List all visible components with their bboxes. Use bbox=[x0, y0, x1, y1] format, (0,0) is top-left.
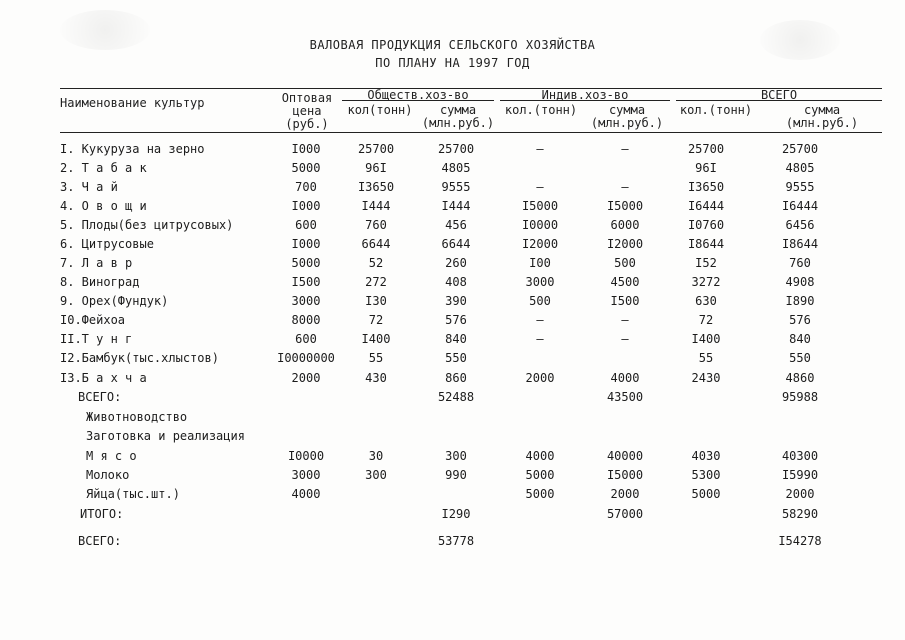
row-name: ВСЕГО: bbox=[78, 534, 122, 548]
cell-price: I0000 bbox=[287, 449, 325, 463]
cell-price: I0000000 bbox=[277, 351, 335, 365]
cell-s3: 760 bbox=[789, 256, 811, 270]
cell-q3: 2430 bbox=[691, 371, 721, 385]
cell-s2: 6000 bbox=[610, 218, 640, 232]
cell-s1: 53778 bbox=[437, 534, 475, 548]
cell-s1: 860 bbox=[445, 371, 467, 385]
cell-price: 700 bbox=[295, 180, 317, 194]
cell-price: I000 bbox=[291, 237, 321, 251]
cell-price: 600 bbox=[295, 218, 317, 232]
cell-s3: 58290 bbox=[781, 507, 819, 521]
header-group2: Индив.хоз-во bbox=[541, 88, 629, 102]
row-name: М я с о bbox=[86, 449, 137, 463]
header-qty2: кол.(тонн) bbox=[504, 103, 578, 117]
row-name: I2.Бамбук(тыс.хлыстов) bbox=[60, 351, 219, 365]
cell-price: I000 bbox=[291, 199, 321, 213]
cell-s2: I500 bbox=[610, 294, 640, 308]
cell-q2: I00 bbox=[529, 256, 551, 270]
cell-q3: 25700 bbox=[687, 142, 725, 156]
row-name: 3. Ч а й bbox=[60, 180, 118, 194]
cell-price: 5000 bbox=[291, 256, 321, 270]
cell-s3: 4805 bbox=[785, 161, 815, 175]
cell-q2: I5000 bbox=[521, 199, 559, 213]
cell-s3: 2000 bbox=[785, 487, 815, 501]
cell-q1: 55 bbox=[368, 351, 384, 365]
row-name: ИТОГО: bbox=[80, 507, 124, 521]
cell-q1: 96I bbox=[365, 161, 387, 175]
cell-q1: I444 bbox=[361, 199, 391, 213]
cell-q2: – bbox=[536, 332, 544, 346]
cell-s3: 25700 bbox=[781, 142, 819, 156]
cell-q2: I2000 bbox=[521, 237, 559, 251]
cell-q3: I0760 bbox=[687, 218, 725, 232]
cell-s3: 840 bbox=[789, 332, 811, 346]
cell-s1: 9555 bbox=[441, 180, 471, 194]
cell-s3: 576 bbox=[789, 313, 811, 327]
cell-s1: 260 bbox=[445, 256, 467, 270]
header-sum2-line2: (млн.руб.) bbox=[590, 116, 664, 130]
header-price-line2: цена bbox=[292, 104, 322, 118]
cell-q3: 3272 bbox=[691, 275, 721, 289]
cell-s1: I444 bbox=[441, 199, 471, 213]
cell-q1: 272 bbox=[365, 275, 387, 289]
cell-s2: – bbox=[621, 142, 629, 156]
row-name: Заготовка и реализация bbox=[86, 429, 245, 443]
cell-s3: I6444 bbox=[781, 199, 819, 213]
row-name: 4. О в о щ и bbox=[60, 199, 147, 213]
cell-price: 600 bbox=[295, 332, 317, 346]
cell-price: I500 bbox=[291, 275, 321, 289]
cell-s1: 550 bbox=[445, 351, 467, 365]
cell-s2: 40000 bbox=[606, 449, 644, 463]
cell-price: 4000 bbox=[291, 487, 321, 501]
header-sum1-line1: сумма bbox=[439, 103, 477, 117]
cell-q1: 6644 bbox=[361, 237, 391, 251]
cell-q1: 430 bbox=[365, 371, 387, 385]
cell-s3: I8644 bbox=[781, 237, 819, 251]
row-name: 7. Л а в р bbox=[60, 256, 133, 270]
row-name: I0.Фейхоа bbox=[60, 313, 126, 327]
cell-q1: I3650 bbox=[357, 180, 395, 194]
row-name: I3.Б а х ч а bbox=[60, 371, 147, 385]
cell-price: I000 bbox=[291, 142, 321, 156]
cell-s1: 390 bbox=[445, 294, 467, 308]
header-sum3-line1: сумма bbox=[803, 103, 841, 117]
cell-q2: – bbox=[536, 180, 544, 194]
cell-q3: I400 bbox=[691, 332, 721, 346]
cell-q3: 55 bbox=[698, 351, 714, 365]
cell-s1: 25700 bbox=[437, 142, 475, 156]
cell-q3: 5000 bbox=[691, 487, 721, 501]
header-group1: Обществ.хоз-во bbox=[367, 88, 469, 102]
cell-q3: 96I bbox=[695, 161, 717, 175]
header-qty1: кол(тонн) bbox=[347, 103, 413, 117]
header-sum2-line1: сумма bbox=[608, 103, 646, 117]
cell-q2: 3000 bbox=[525, 275, 555, 289]
cell-s1: 840 bbox=[445, 332, 467, 346]
row-name: 2. Т а б а к bbox=[60, 161, 147, 175]
cell-q2: 5000 bbox=[525, 487, 555, 501]
cell-price: 3000 bbox=[291, 294, 321, 308]
cell-s1: 300 bbox=[445, 449, 467, 463]
document-subtitle: ПО ПЛАНУ НА 1997 ГОД bbox=[375, 56, 530, 70]
cell-q2: 4000 bbox=[525, 449, 555, 463]
cell-q1: 300 bbox=[365, 468, 387, 482]
cell-s2: 4500 bbox=[610, 275, 640, 289]
cell-q3: I6444 bbox=[687, 199, 725, 213]
cell-s3: 40300 bbox=[781, 449, 819, 463]
cell-s2: 500 bbox=[614, 256, 636, 270]
header-sum1-line2: (млн.руб.) bbox=[421, 116, 495, 130]
cell-s2: I2000 bbox=[606, 237, 644, 251]
cell-q2: 5000 bbox=[525, 468, 555, 482]
header-name: Наименование культур bbox=[60, 96, 205, 110]
cell-s3: 6456 bbox=[785, 218, 815, 232]
cell-q2: 2000 bbox=[525, 371, 555, 385]
cell-q2: – bbox=[536, 142, 544, 156]
cell-s3: 4908 bbox=[785, 275, 815, 289]
cell-s3: I890 bbox=[785, 294, 815, 308]
cell-s2: 2000 bbox=[610, 487, 640, 501]
cell-s2: – bbox=[621, 180, 629, 194]
document-title: ВАЛОВАЯ ПРОДУКЦИЯ СЕЛЬСКОГО ХОЗЯЙСТВА bbox=[309, 38, 596, 52]
cell-s2: I5000 bbox=[606, 199, 644, 213]
cell-q1: 25700 bbox=[357, 142, 395, 156]
cell-q2: – bbox=[536, 313, 544, 327]
cell-s2: – bbox=[621, 332, 629, 346]
row-name: ВСЕГО: bbox=[78, 390, 122, 404]
row-name: I. Кукуруза на зерно bbox=[60, 142, 205, 156]
row-name: 8. Виноград bbox=[60, 275, 140, 289]
header-qty3: кол.(тонн) bbox=[679, 103, 753, 117]
cell-q3: I8644 bbox=[687, 237, 725, 251]
cell-s2: – bbox=[621, 313, 629, 327]
cell-s1: 408 bbox=[445, 275, 467, 289]
cell-s3: 95988 bbox=[781, 390, 819, 404]
cell-s3: 9555 bbox=[785, 180, 815, 194]
cell-s3: I5990 bbox=[781, 468, 819, 482]
cell-price: 3000 bbox=[291, 468, 321, 482]
header-price-line1: Оптовая bbox=[281, 91, 333, 105]
header-sum3-line2: (млн.руб.) bbox=[785, 116, 859, 130]
row-name: Яйца(тыс.шт.) bbox=[86, 487, 180, 501]
cell-s2: I5000 bbox=[606, 468, 644, 482]
cell-q1: 760 bbox=[365, 218, 387, 232]
cell-s1: 990 bbox=[445, 468, 467, 482]
cell-s3: 4860 bbox=[785, 371, 815, 385]
cell-s2: 57000 bbox=[606, 507, 644, 521]
cell-q3: I3650 bbox=[687, 180, 725, 194]
row-name: 6. Цитрусовые bbox=[60, 237, 154, 251]
row-name: Молоко bbox=[86, 468, 130, 482]
cell-price: 2000 bbox=[291, 371, 321, 385]
cell-s3: 550 bbox=[789, 351, 811, 365]
cell-price: 5000 bbox=[291, 161, 321, 175]
cell-q1: I30 bbox=[365, 294, 387, 308]
cell-q1: 52 bbox=[368, 256, 384, 270]
row-name: II.Т у н г bbox=[60, 332, 133, 346]
header-price-line3: (руб.) bbox=[285, 117, 329, 131]
row-name: 9. Орех(Фундук) bbox=[60, 294, 169, 308]
row-name: Животноводство bbox=[86, 410, 188, 424]
cell-s1: I290 bbox=[441, 507, 471, 521]
cell-q3: I52 bbox=[695, 256, 717, 270]
cell-q3: 630 bbox=[695, 294, 717, 308]
cell-s1: 52488 bbox=[437, 390, 475, 404]
cell-s1: 576 bbox=[445, 313, 467, 327]
header-bottom-rule bbox=[60, 132, 882, 133]
cell-price: 8000 bbox=[291, 313, 321, 327]
cell-s1: 456 bbox=[445, 218, 467, 232]
cell-s3: I54278 bbox=[778, 534, 822, 548]
cell-s2: 43500 bbox=[606, 390, 644, 404]
cell-q3: 4030 bbox=[691, 449, 721, 463]
header-group3: ВСЕГО bbox=[760, 88, 798, 102]
cell-q1: 30 bbox=[368, 449, 384, 463]
cell-s2: 4000 bbox=[610, 371, 640, 385]
cell-q2: 500 bbox=[529, 294, 551, 308]
cell-q3: 5300 bbox=[691, 468, 721, 482]
cell-q1: 72 bbox=[368, 313, 384, 327]
cell-q2: I0000 bbox=[521, 218, 559, 232]
cell-s1: 6644 bbox=[441, 237, 471, 251]
cell-q1: I400 bbox=[361, 332, 391, 346]
cell-s1: 4805 bbox=[441, 161, 471, 175]
row-name: 5. Плоды(без цитрусовых) bbox=[60, 218, 234, 232]
cell-q3: 72 bbox=[698, 313, 714, 327]
